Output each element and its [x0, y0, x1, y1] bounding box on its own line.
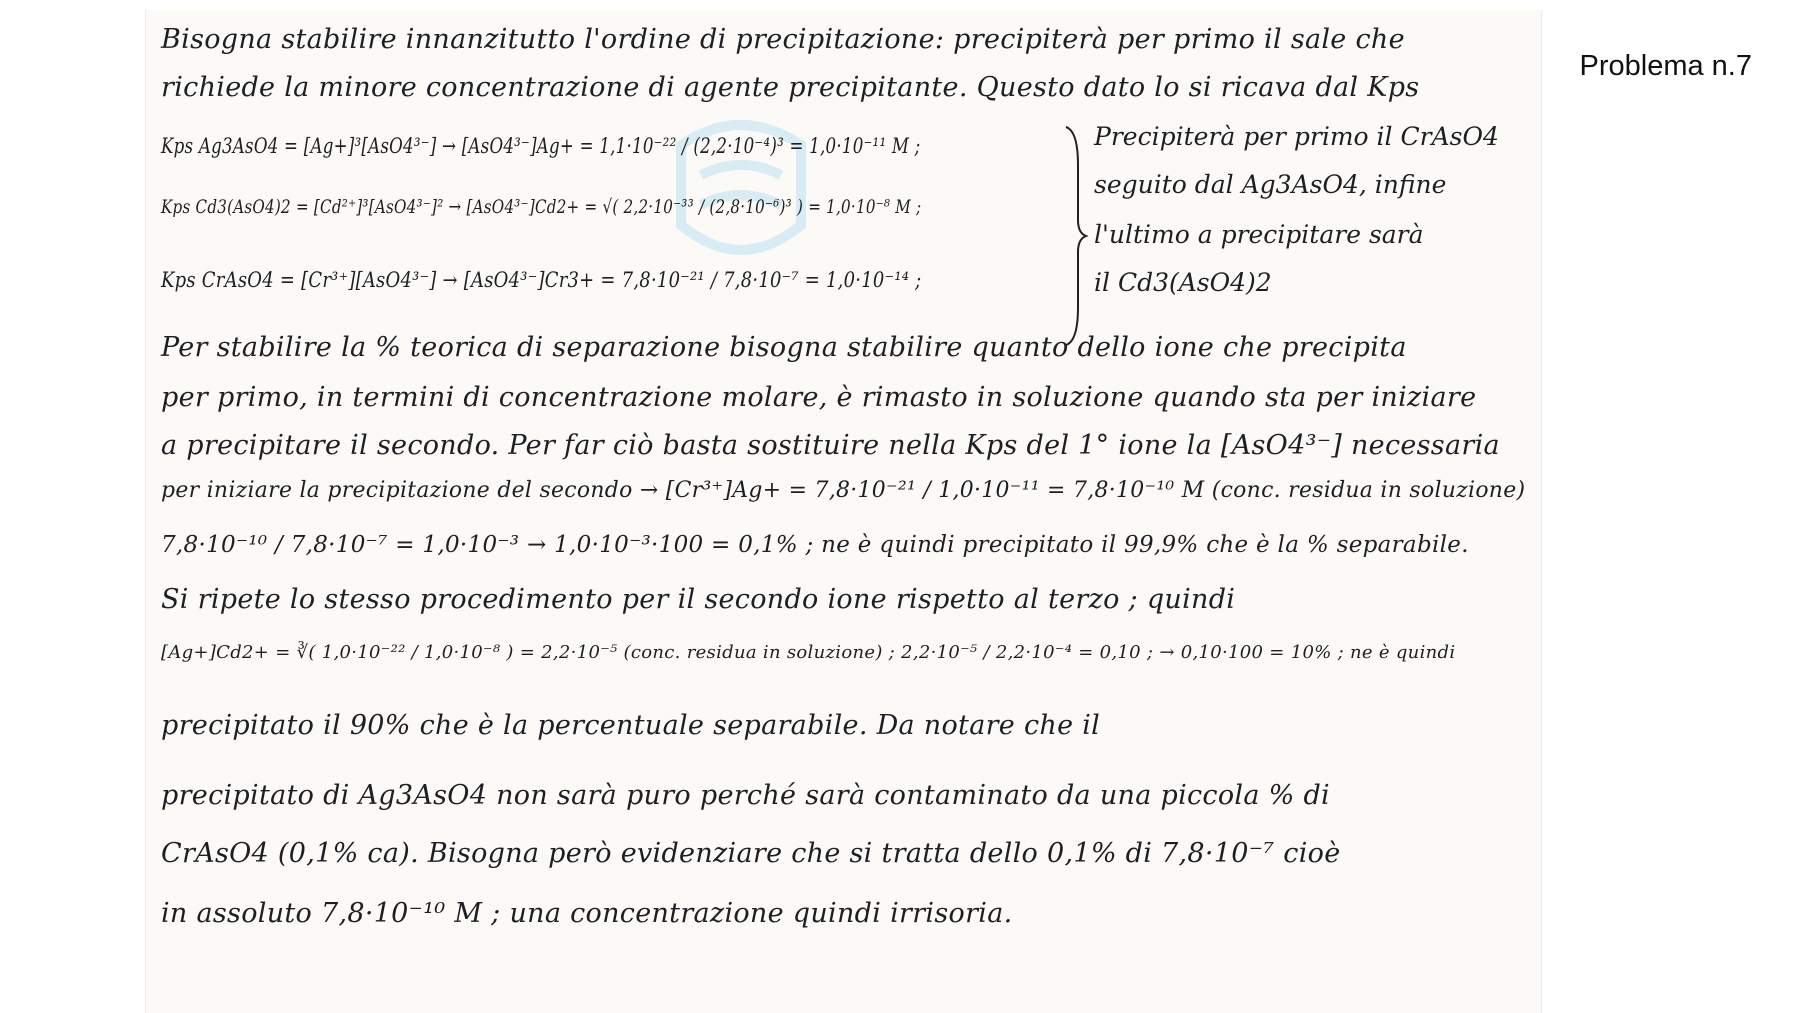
- note-line-16: in assoluto 7,8·10⁻¹⁰ M ; una concentrazione quindi irrisoria.: [161, 898, 1013, 929]
- note-line-10: 7,8·10⁻¹⁰ / 7,8·10⁻⁷ = 1,0·10⁻³ → 1,0·10⁻³·100 = 0,1% ; ne è quindi precipitato il 99,9% che è la % separabile.: [161, 532, 1469, 558]
- note-line-14: precipitato di Ag3AsO4 non sarà puro perché sarà contaminato da una piccola % di: [161, 780, 1330, 811]
- note-line-13: precipitato il 90% che è la percentuale separabile. Da notare che il: [161, 710, 1101, 741]
- equation-cd3aso42: Kps Cd3(AsO4)2 = [Cd²⁺]³[AsO4³⁻]² → [AsO4³⁻]Cd2+ = √( 2,2·10⁻³³ / (2,8·10⁻⁶)³ ) = 1,0·10⁻⁸ M ;: [161, 196, 922, 218]
- side-note-3: l'ultimo a precipitare sarà: [1094, 220, 1424, 249]
- note-line-8: a precipitare il secondo. Per far ciò basta sostituire nella Kps del 1° ione la [AsO4³⁻] necessaria: [161, 430, 1500, 461]
- side-note-4: il Cd3(AsO4)2: [1094, 268, 1272, 297]
- equation-ag3aso4: Kps Ag3AsO4 = [Ag+]³[AsO4³⁻] → [AsO4³⁻]Ag+ = 1,1·10⁻²² / (2,2·10⁻⁴)³ = 1,0·10⁻¹¹ M ;: [161, 134, 921, 158]
- side-note-2: seguito dal Ag3AsO4, infine: [1094, 170, 1447, 199]
- note-line-11: Si ripete lo stesso procedimento per il secondo ione rispetto al terzo ; quindi: [161, 584, 1236, 615]
- note-line-9: per iniziare la precipitazione del secondo → [Cr³⁺]Ag+ = 7,8·10⁻²¹ / 1,0·10⁻¹¹ = 7,8·10⁻¹⁰ M (conc. residua in soluzione): [161, 478, 1526, 503]
- equation-craso4: Kps CrAsO4 = [Cr³⁺][AsO4³⁻] → [AsO4³⁻]Cr3+ = 7,8·10⁻²¹ / 7,8·10⁻⁷ = 1,0·10⁻¹⁴ ;: [161, 268, 922, 292]
- curly-brace: [1064, 125, 1088, 347]
- note-line-15: CrAsO4 (0,1% ca). Bisogna però evidenziare che si tratta dello 0,1% di 7,8·10⁻⁷ cioè: [161, 838, 1341, 869]
- problem-label: Problema n.7: [1579, 50, 1752, 82]
- note-line-6: Per stabilire la % teorica di separazione bisogna stabilire quanto dello ione che precipita: [161, 332, 1407, 363]
- note-line-2: richiede la minore concentrazione di agente precipitante. Questo dato lo si ricava dal Kps: [161, 72, 1420, 103]
- side-note-1: Precipiterà per primo il CrAsO4: [1094, 122, 1499, 151]
- note-line-1: Bisogna stabilire innanzitutto l'ordine di precipitazione: precipiterà per primo il sale che: [161, 24, 1405, 55]
- note-line-12: [Ag+]Cd2+ = ∛( 1,0·10⁻²² / 1,0·10⁻⁸ ) = 2,2·10⁻⁵ (conc. residua in soluzione) ; 2,2·10⁻⁵ / 2,2·10⁻⁴ = 0,10 ; → 0,10·100 = 10% ; ne è quindi: [161, 642, 1456, 663]
- note-line-7: per primo, in termini di concentrazione molare, è rimasto in soluzione quando sta per iniziare: [161, 382, 1477, 413]
- handwritten-page: [145, 10, 1542, 1013]
